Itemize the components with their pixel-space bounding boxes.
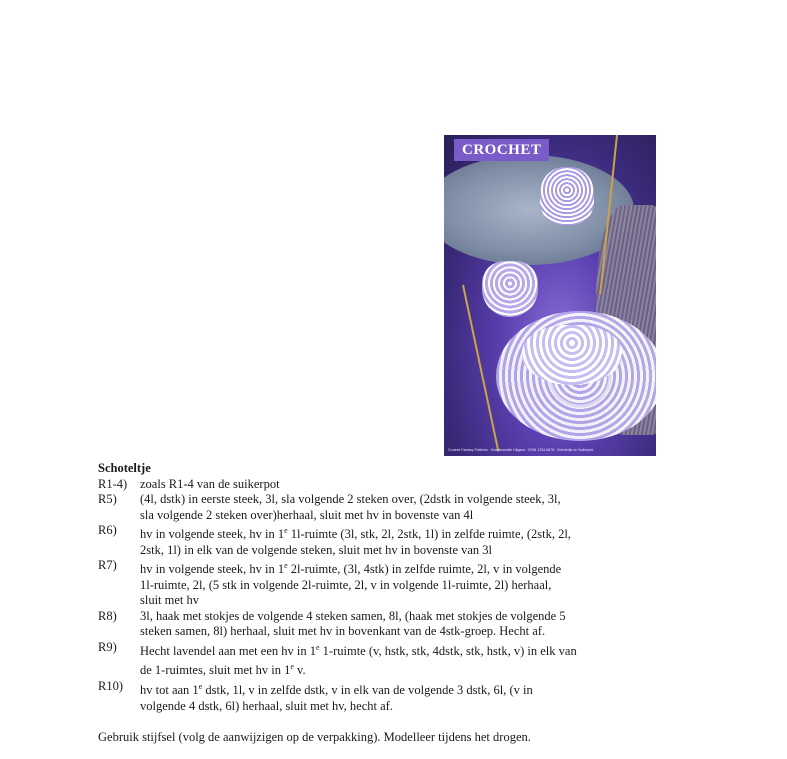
row-instructions: [140, 609, 640, 640]
sugar-pot-image: [540, 167, 594, 225]
section-title: Schoteltje: [98, 461, 151, 475]
instruction-line: Hecht lavendel aan met een hv in 1e 1-ruimte (v, hstk, stk, 4dstk, stk, hstk, v) in elk van: [140, 642, 577, 658]
instruction-line: hv in volgende steek, hv in 1e 2l-ruimte, (3l, 4stk) in zelfde ruimte, 2l, v in volgende: [140, 561, 562, 577]
pattern-row: [98, 558, 640, 609]
row-label: R7): [98, 558, 117, 573]
instruction-line: sla volgende 2 steken over)herhaal, sluit met hv in bovenste van 4l: [140, 507, 474, 522]
pattern-rows: [98, 477, 640, 715]
instruction-line: 3l, haak met stokjes de volgende 4 steken samen, 8l, (haak met stokjes de volgende 5: [140, 608, 566, 623]
instruction-line: sluit met hv: [140, 593, 200, 608]
photo-caption: Crochet Fantasy Patterns · Huisdecoratie Uitgave · ISSN 1234-5678 · Schoteltje en Suikerpot: [448, 448, 594, 452]
row-label: R10): [98, 679, 123, 694]
instruction-line: 2stk, 1l) in elk van de volgende steken, sluit met hv in bovenste van 3l: [140, 542, 493, 557]
row-label: R8): [98, 608, 117, 623]
row-instructions: [140, 477, 640, 493]
row-label: R9): [98, 639, 117, 654]
cup-image: [482, 261, 538, 317]
pattern-row: [98, 679, 640, 714]
row-label: R5): [98, 492, 117, 506]
row-instructions: [140, 558, 640, 609]
pattern-row: [98, 640, 640, 679]
teacup-image: [522, 325, 622, 385]
pattern-row: [98, 523, 640, 558]
pattern-row: [98, 492, 640, 523]
pattern-text: [98, 461, 640, 746]
instruction-line: steken samen, 8l) herhaal, sluit met hv in bovenkant van de 4stk-groep. Hecht af.: [140, 624, 546, 639]
instruction-line: (4l, dstk) in eerste steek, 3l, sla volgende 2 steken over, (2dstk in volgende steek, 3l,: [140, 492, 561, 506]
row-instructions: [140, 523, 640, 558]
pattern-row: [98, 477, 640, 493]
row-instructions: [140, 640, 640, 679]
magazine-logo: CROCHET: [454, 139, 549, 161]
instruction-line: hv tot aan 1e dstk, 1l, v in zelfde dstk, v in elk van de volgende 3 dstk, 6l, (v in: [140, 682, 533, 698]
instruction-line: hv in volgende steek, hv in 1e 1l-ruimte (3l, stk, 2l, 2stk, 1l) in zelfde ruimte, (2stk, 2l,: [140, 526, 571, 542]
instruction-line: volgende 4 dstk, 6l) herhaal, sluit met hv, hecht af.: [140, 698, 393, 713]
row-instructions: [140, 679, 640, 714]
row-label: R6): [98, 523, 117, 537]
pattern-row: [98, 609, 640, 640]
instruction-line: de 1-ruimtes, sluit met hv in 1e v.: [140, 662, 306, 678]
instruction-line: zoals R1-4 van de suikerpot: [140, 476, 280, 491]
row-label: R1-4): [98, 476, 128, 491]
row-instructions: [140, 492, 640, 523]
closing-note: Gebruik stijfsel (volg de aanwijzigen op de verpakking). Modelleer tijdens het drogen.: [98, 730, 531, 745]
instruction-line: 1l-ruimte, 2l, (5 stk in volgende 2l-ruimte, 2l, v in volgende 1l-ruimte, 2l) herhaal,: [140, 577, 552, 592]
magazine-cover-photo: [444, 135, 656, 456]
